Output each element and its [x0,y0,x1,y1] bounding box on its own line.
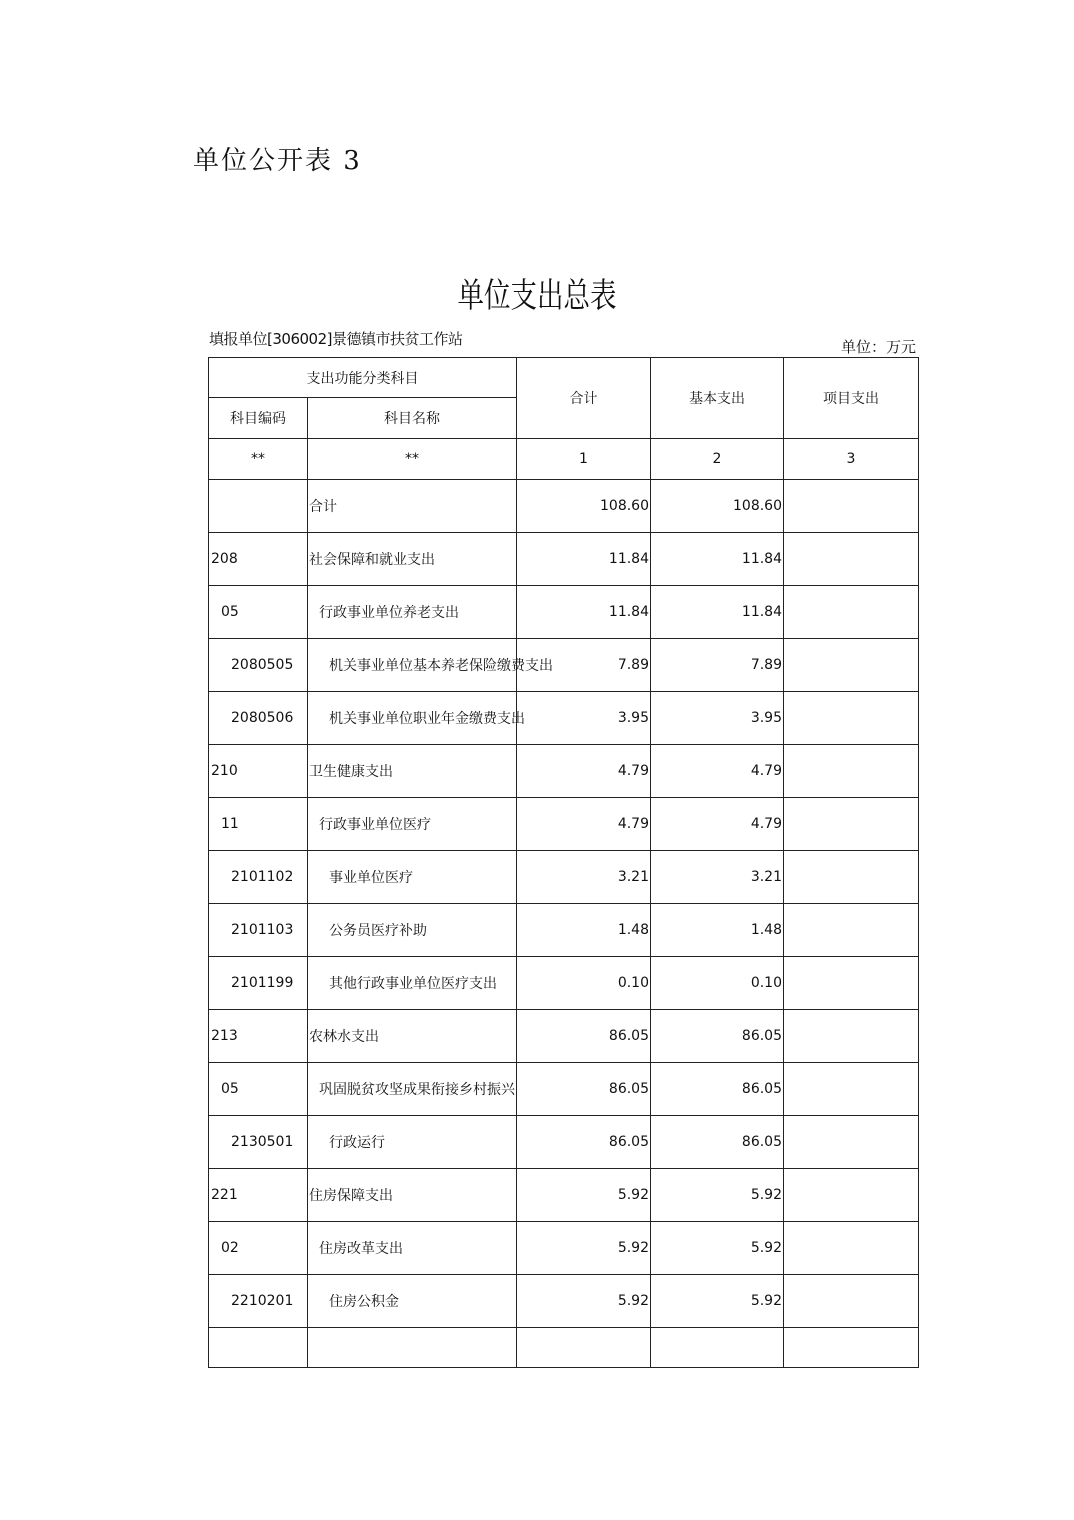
table-row [209,1222,919,1275]
cell-basic: 7.89 [651,639,784,692]
cell-basic: 5.92 [651,1222,784,1275]
table-row [209,745,919,798]
cell-total: 86.05 [517,1116,651,1169]
cell-total: 4.79 [517,798,651,851]
cell-name: 卫生健康支出 [308,745,517,798]
cell-name: 机关事业单位职业年金缴费支出 [308,692,517,745]
cell-total: 86.05 [517,1063,651,1116]
cell-project [784,798,919,851]
cell-project [784,480,919,533]
cell-basic: 0.10 [651,957,784,1010]
reporting-unit: 填报单位[306002]景德镇市扶贫工作站 [209,330,463,348]
currency-unit: 单位：万元 [840,338,916,356]
cell-code: 02 [209,1222,308,1275]
cell-code: 2101103 [209,904,308,957]
cell-project [784,1169,919,1222]
header-index-row [209,439,919,480]
header-function-group: 支出功能分类科目 [209,358,517,398]
cell-total: 5.92 [517,1169,651,1222]
cell-basic: 86.05 [651,1063,784,1116]
cell-code: 2101199 [209,957,308,1010]
cell-code: 05 [209,1063,308,1116]
cell-project [784,1010,919,1063]
cell-name: 事业单位医疗 [308,851,517,904]
table-row [209,798,919,851]
table-row [209,586,919,639]
cell-code: 11 [209,798,308,851]
cell-name: 巩固脱贫攻坚成果衔接乡村振兴 [308,1063,517,1116]
cell-total: 7.89 [517,639,651,692]
cell-name: 住房改革支出 [308,1222,517,1275]
cell-total: 108.60 [517,480,651,533]
cell-total: 3.95 [517,692,651,745]
cell-code: 2080506 [209,692,308,745]
cell-total: 5.92 [517,1275,651,1328]
cell-basic: 86.05 [651,1116,784,1169]
cell-name: 行政事业单位医疗 [308,798,517,851]
header-basic: 基本支出 [651,358,784,439]
cell-basic: 5.92 [651,1169,784,1222]
blank-cell [308,1328,517,1368]
index-project: 3 [784,439,919,480]
cell-basic: 108.60 [651,480,784,533]
cell-project [784,1063,919,1116]
cell-project [784,533,919,586]
cell-code: 213 [209,1010,308,1063]
cell-name: 其他行政事业单位医疗支出 [308,957,517,1010]
cell-total: 1.48 [517,904,651,957]
cell-project [784,639,919,692]
blank-cell [209,1328,308,1368]
cell-code [209,480,308,533]
index-basic: 2 [651,439,784,480]
cell-name: 住房保障支出 [308,1169,517,1222]
table-row [209,533,919,586]
cell-total: 3.21 [517,851,651,904]
cell-code: 2101102 [209,851,308,904]
cell-total: 4.79 [517,745,651,798]
table-row [209,1116,919,1169]
cell-project [784,1275,919,1328]
cell-total: 11.84 [517,586,651,639]
cell-basic: 5.92 [651,1275,784,1328]
cell-total: 0.10 [517,957,651,1010]
cell-basic: 3.21 [651,851,784,904]
cell-code: 05 [209,586,308,639]
index-name: ** [308,439,517,480]
cell-project [784,692,919,745]
header-total: 合计 [517,358,651,439]
table-row [209,957,919,1010]
cell-total: 86.05 [517,1010,651,1063]
table-row [209,639,919,692]
table-row [209,1010,919,1063]
cell-name: 住房公积金 [308,1275,517,1328]
cell-basic: 11.84 [651,586,784,639]
cell-name: 机关事业单位基本养老保险缴费支出 [308,639,517,692]
cell-code: 2210201 [209,1275,308,1328]
header-code: 科目编码 [209,398,308,439]
cell-total: 11.84 [517,533,651,586]
table-row [209,1169,919,1222]
header-project: 项目支出 [784,358,919,439]
cell-project [784,904,919,957]
table-row [209,692,919,745]
table-body [209,480,919,1368]
index-total: 1 [517,439,651,480]
expenditure-table [208,357,919,1368]
page-title: 单位支出总表 [457,276,617,316]
cell-name: 行政运行 [308,1116,517,1169]
cell-basic: 86.05 [651,1010,784,1063]
cell-name: 农林水支出 [308,1010,517,1063]
cell-project [784,1222,919,1275]
cell-code: 2080505 [209,639,308,692]
blank-row [209,1328,919,1368]
table-row [209,1275,919,1328]
cell-basic: 3.95 [651,692,784,745]
cell-name: 合计 [308,480,517,533]
blank-cell [784,1328,919,1368]
cell-code: 2130501 [209,1116,308,1169]
header-row-1 [209,358,919,398]
cell-basic: 4.79 [651,798,784,851]
cell-basic: 11.84 [651,533,784,586]
cell-code: 210 [209,745,308,798]
cell-project [784,1116,919,1169]
cell-name: 社会保障和就业支出 [308,533,517,586]
cell-code: 221 [209,1169,308,1222]
table-row [209,1063,919,1116]
cell-project [784,586,919,639]
cell-project [784,745,919,798]
cell-project [784,851,919,904]
cell-name: 公务员医疗补助 [308,904,517,957]
table-row [209,851,919,904]
cell-name: 行政事业单位养老支出 [308,586,517,639]
cell-project [784,957,919,1010]
document-label: 单位公开表 3 [193,146,362,176]
blank-cell [651,1328,784,1368]
table-row [209,904,919,957]
cell-code: 208 [209,533,308,586]
header-name: 科目名称 [308,398,517,439]
cell-total: 5.92 [517,1222,651,1275]
table-row [209,480,919,533]
cell-basic: 1.48 [651,904,784,957]
index-code: ** [209,439,308,480]
blank-cell [517,1328,651,1368]
cell-basic: 4.79 [651,745,784,798]
